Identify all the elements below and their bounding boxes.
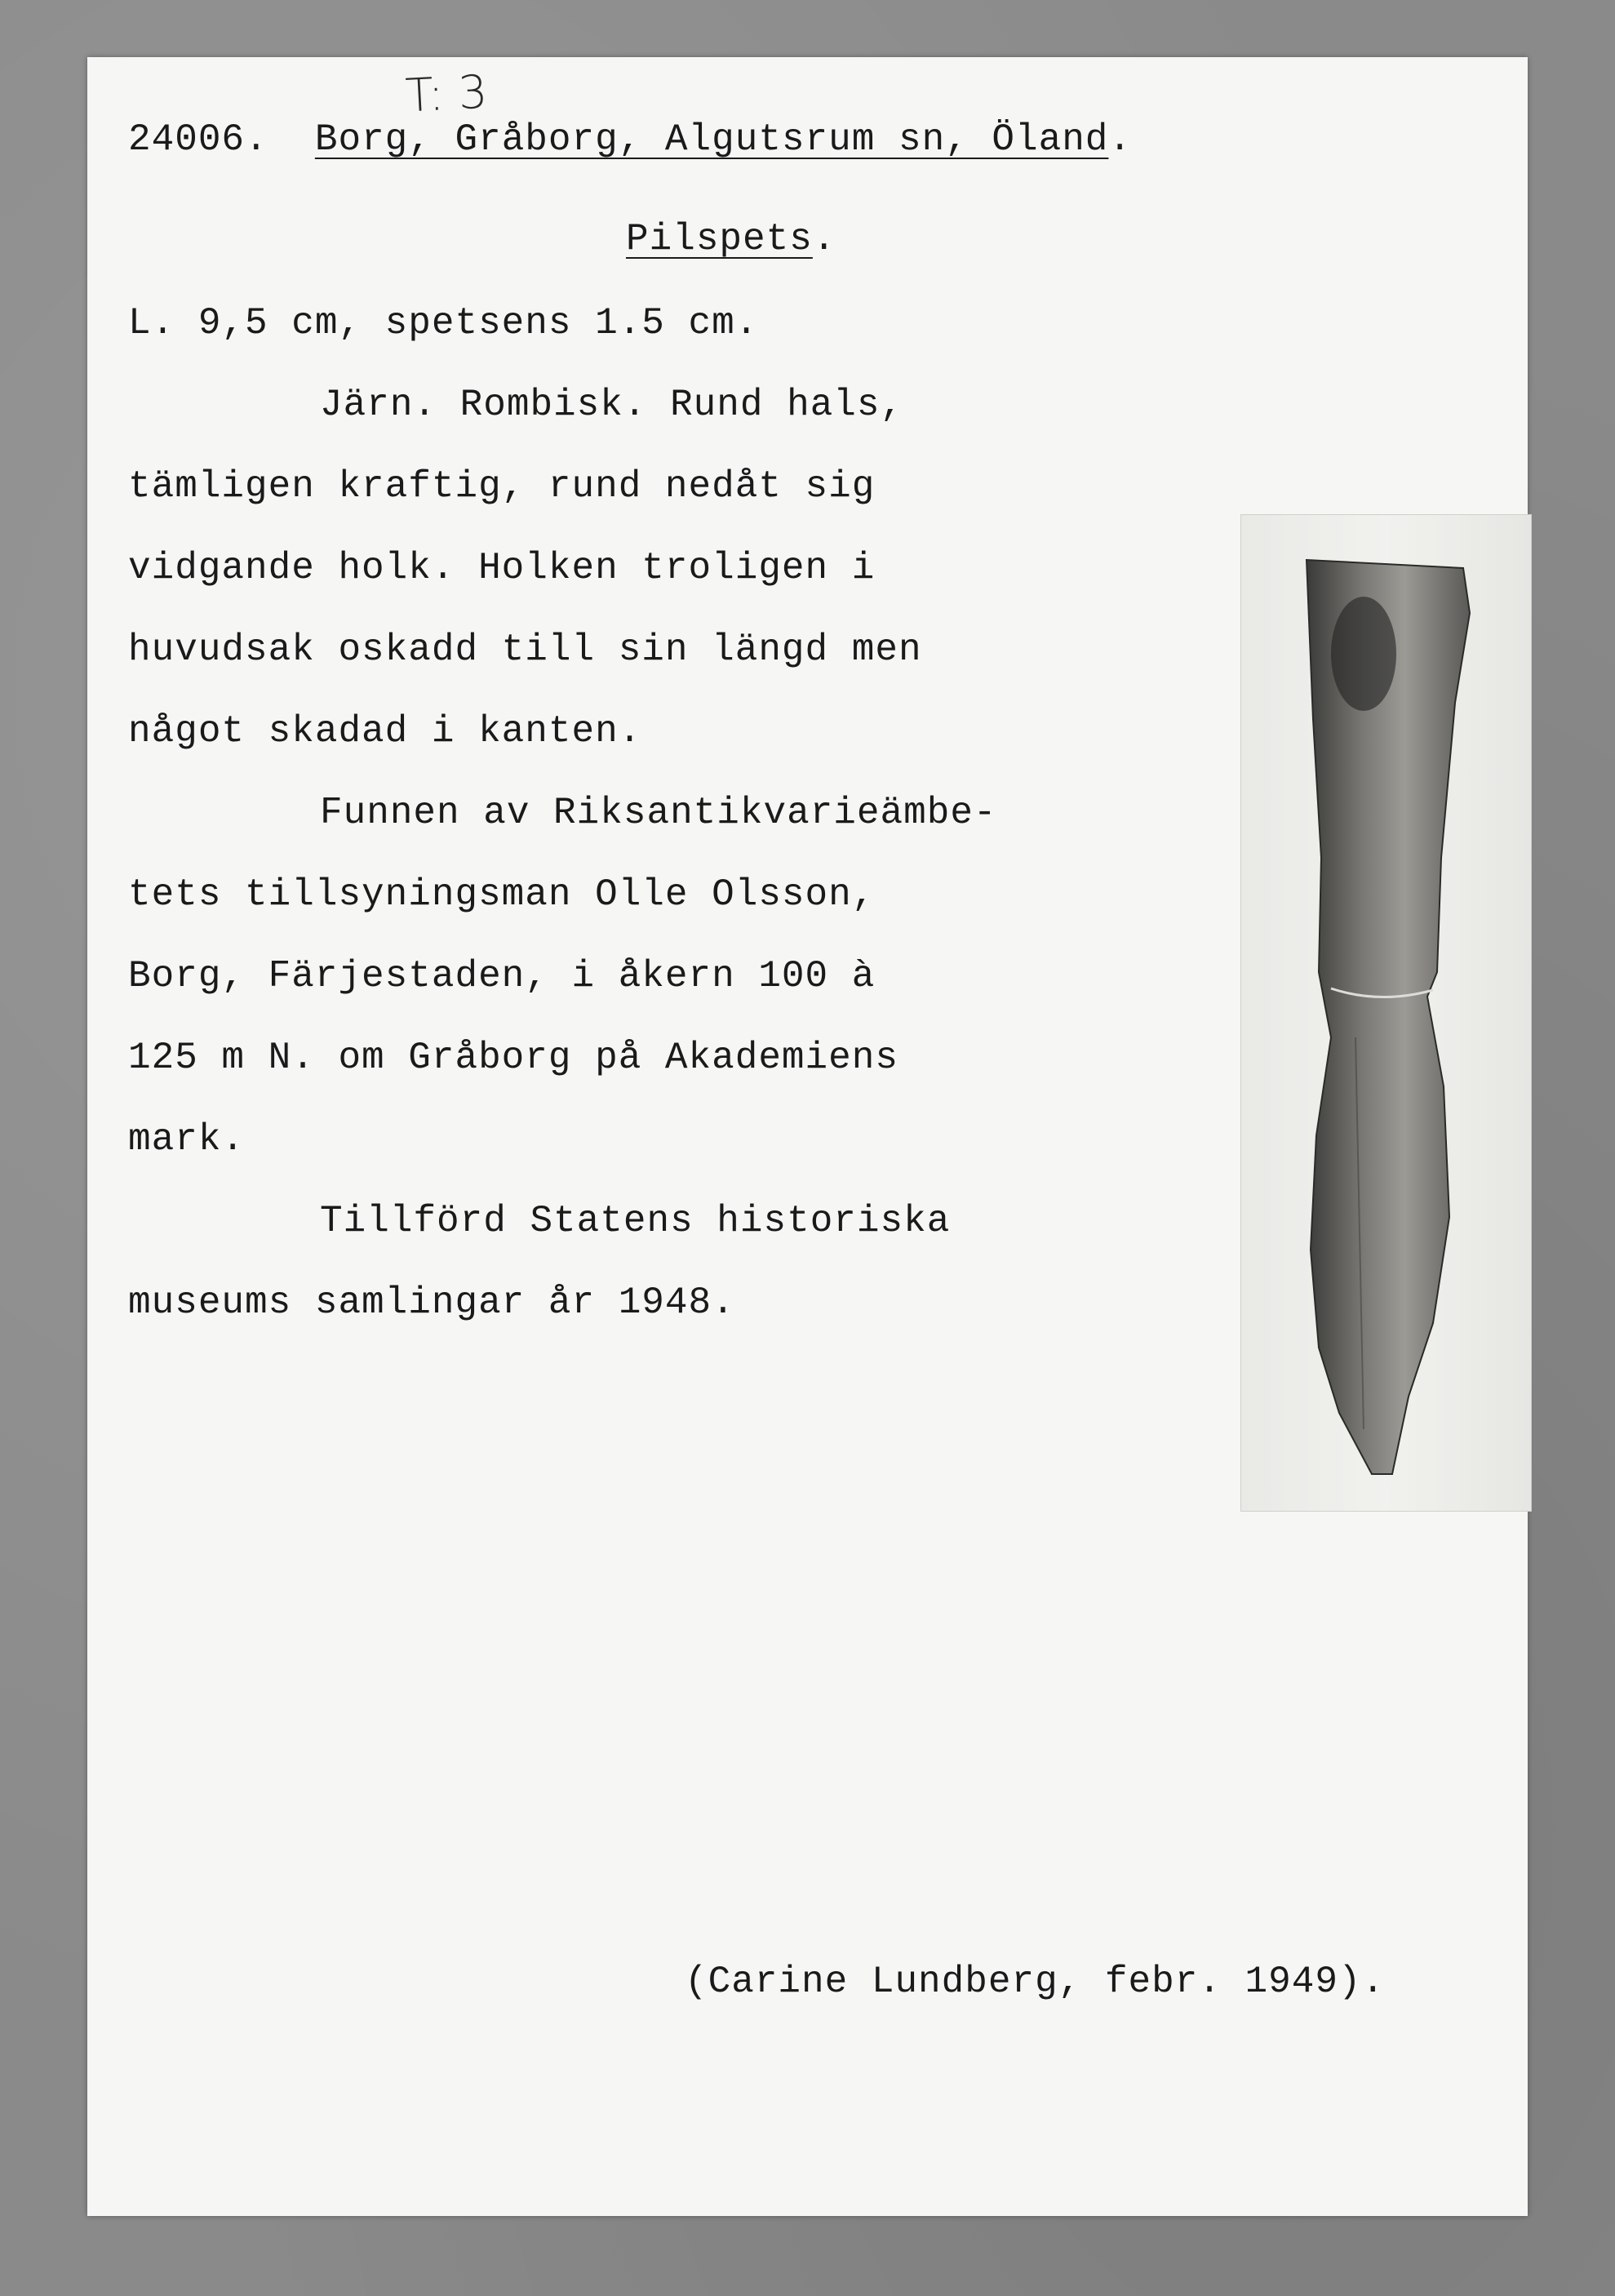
description-line: vidgande holk. Holken troligen i — [128, 547, 876, 589]
description-line: huvudsak oskadd till sin längd men — [128, 628, 922, 671]
measurements: L. 9,5 cm, spetsens 1.5 cm. — [128, 302, 759, 344]
accession-line: museums samlingar år 1948. — [128, 1281, 735, 1324]
arrowhead-shape — [1307, 560, 1470, 1474]
accession-line: Tillförd Statens historiska — [320, 1200, 951, 1242]
handwritten-note: T: 3 — [404, 65, 489, 123]
find-line: mark. — [128, 1118, 246, 1161]
author-line: (Carine Lundberg, febr. 1949). — [685, 1961, 1386, 2003]
artifact-photo — [1240, 514, 1532, 1512]
description-line: något skadad i kanten. — [128, 710, 642, 753]
catalog-header — [128, 118, 1133, 161]
holk-opening — [1331, 597, 1396, 711]
object-name-line — [626, 220, 836, 258]
find-line: Funnen av Riksantikvarieämbe- — [320, 792, 997, 834]
find-line: Borg, Färjestaden, i åkern 100 à — [128, 955, 876, 997]
description-line: Järn. Rombisk. Rund hals, — [320, 384, 904, 426]
location-end: . — [1108, 118, 1133, 161]
find-line: tets tillsyningsman Olle Olsson, — [128, 873, 876, 916]
find-line: 125 m N. om Gråborg på Akademiens — [128, 1037, 898, 1079]
object-name-end: . — [812, 218, 836, 260]
description-line: tämligen kraftig, rund nedåt sig — [128, 465, 876, 508]
location: Borg, Gråborg, Algutsrum sn, Öland — [314, 118, 1109, 161]
catalog-number: 24006. — [128, 118, 268, 161]
arrowhead-photo-icon — [1241, 515, 1531, 1511]
object-name: Pilspets — [626, 218, 813, 260]
catalog-card — [87, 57, 1528, 2216]
